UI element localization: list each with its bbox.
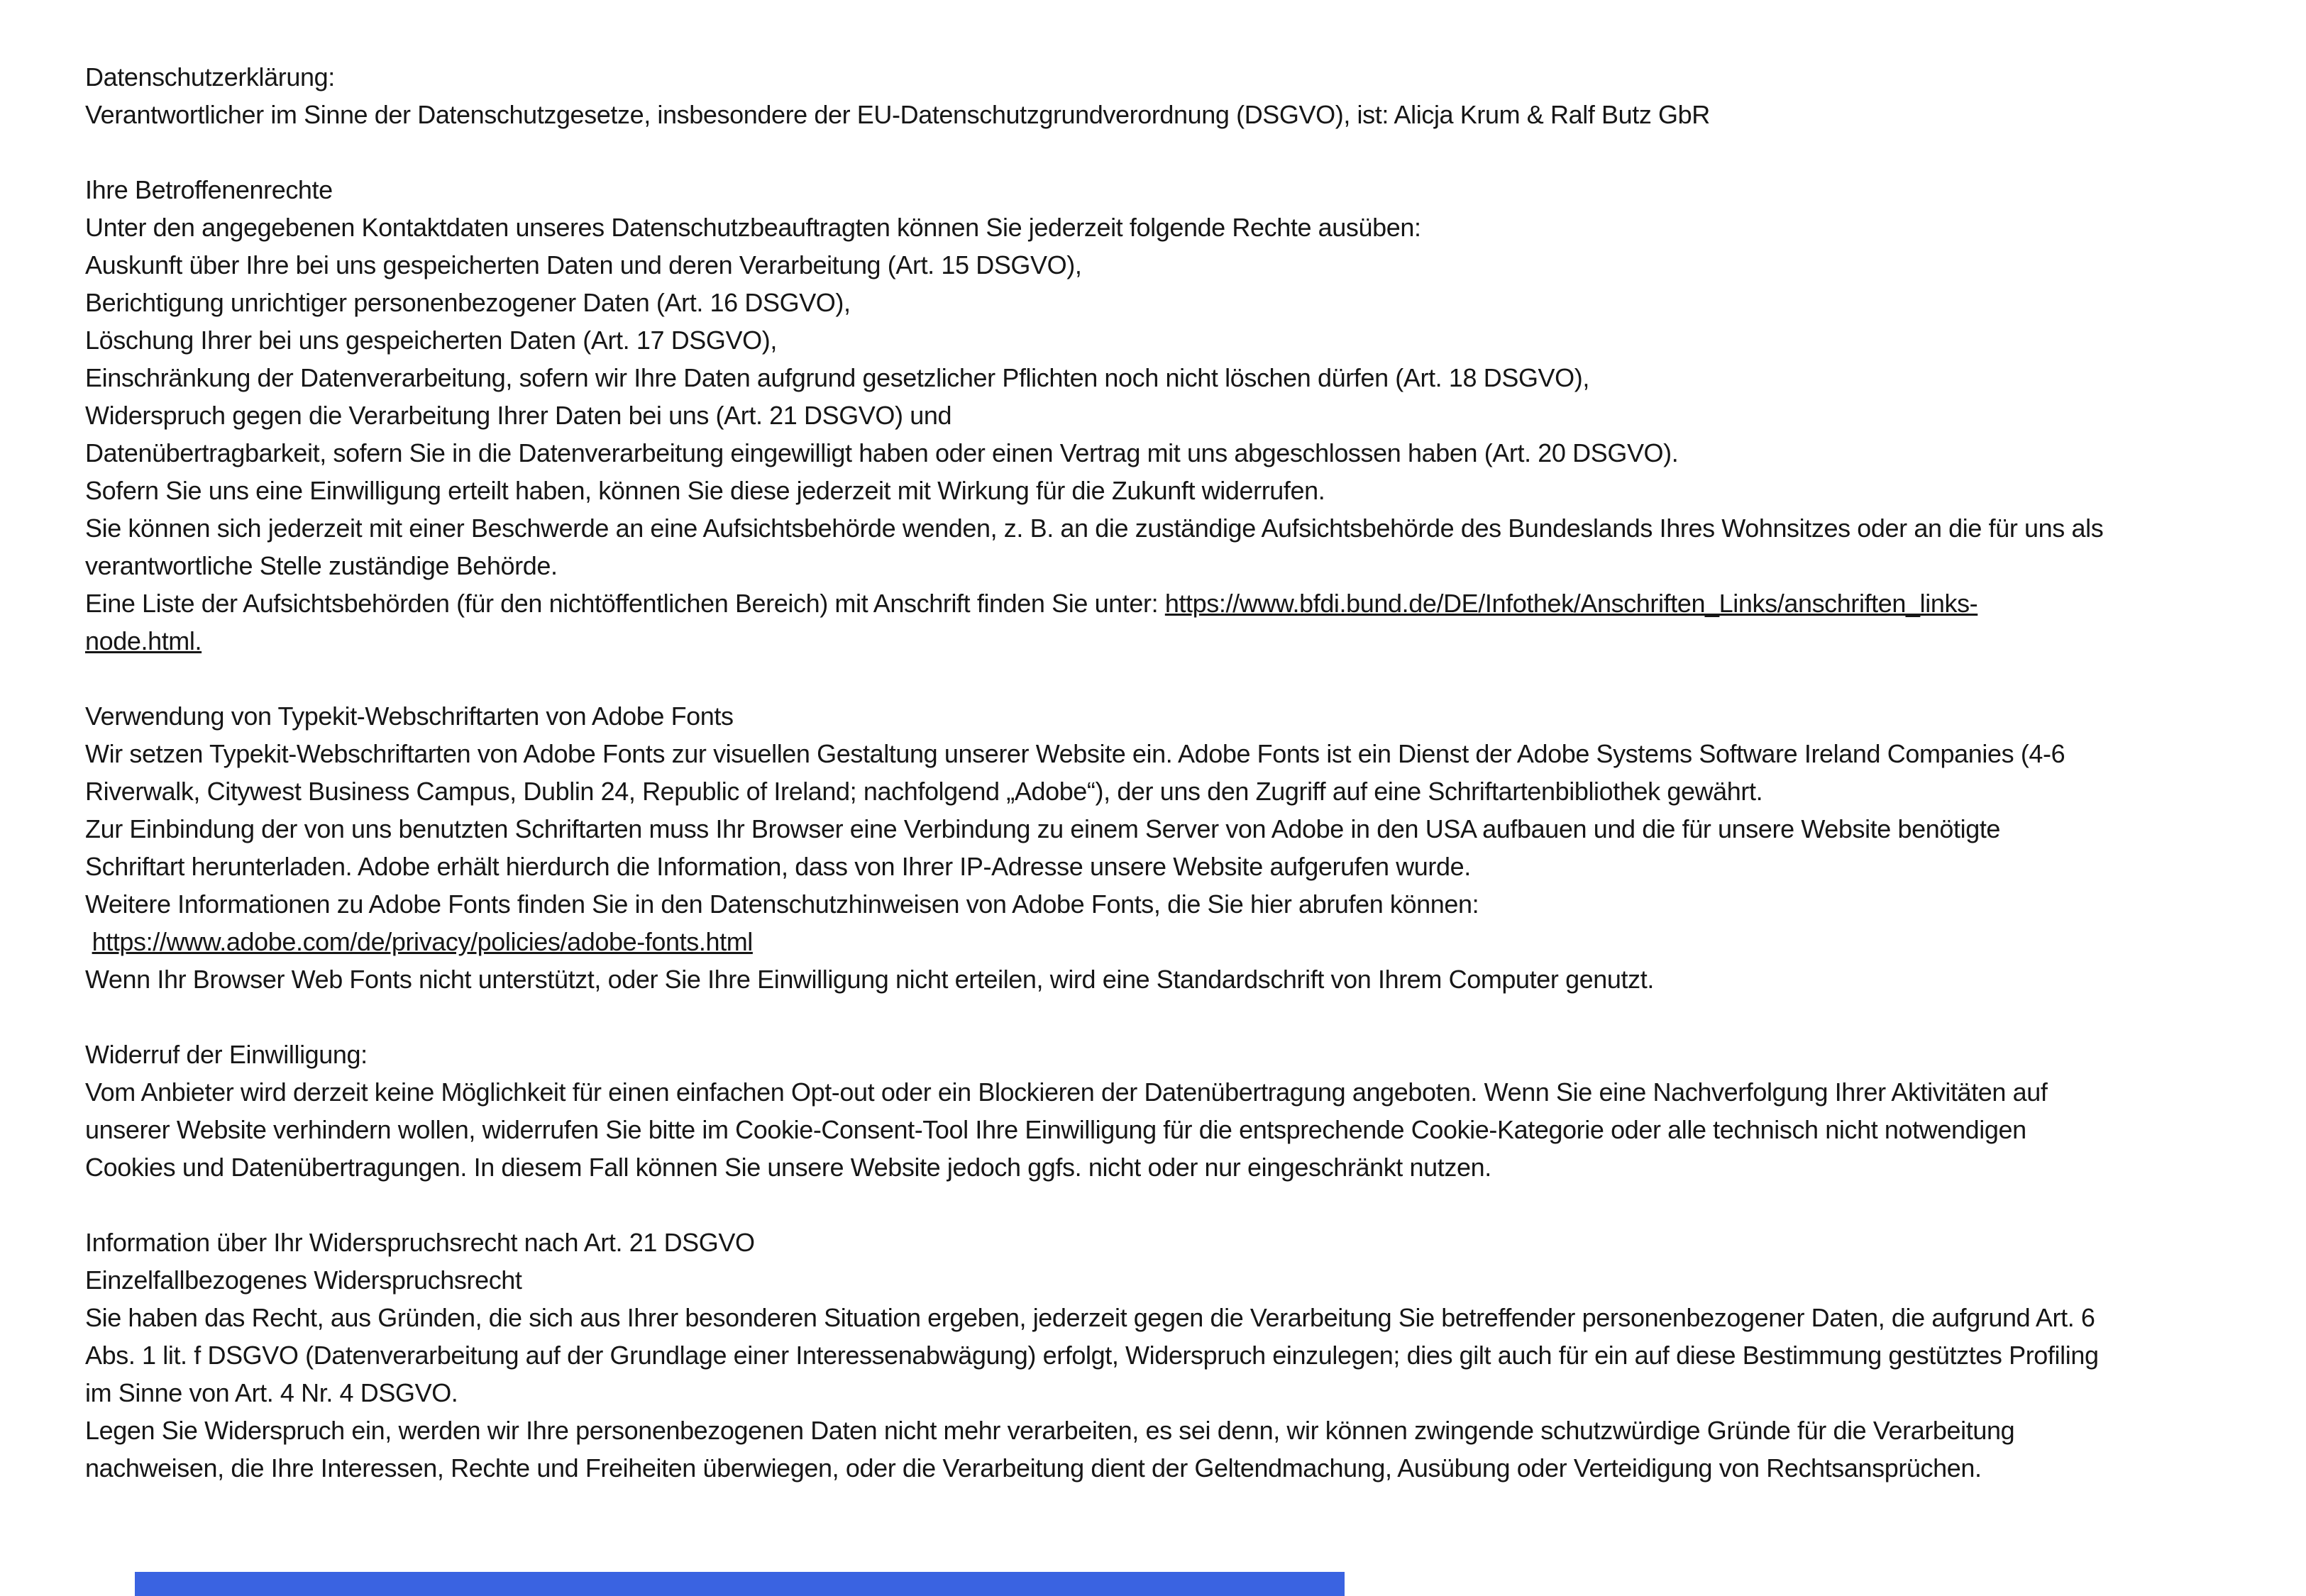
text-segment: Auskunft über Ihre bei uns gespeicherten Daten und deren Verarbeitung (Art. 15 DSGVO),: [85, 250, 1082, 279]
text-line: [85, 1111, 2263, 1148]
text-line: [85, 1073, 2263, 1111]
text-segment: Datenschutzerklärung:: [85, 62, 335, 92]
text-line: [85, 472, 2263, 509]
blank-line: [85, 133, 2263, 171]
text-line: [85, 960, 2263, 998]
text-segment: Einschränkung der Datenverarbeitung, sofern wir Ihre Daten aufgrund gesetzlicher Pflichten noch nicht löschen dürfen (Art. 18 DSGVO),: [85, 363, 1589, 392]
bfdi-link-line1[interactable]: https://www.bfdi.bund.de/DE/Infothek/Anschriften_Links/anschriften_links-: [1164, 589, 1978, 618]
text-line: [85, 246, 2263, 284]
subsection-heading-einzelfall: [85, 1261, 2263, 1299]
section-heading-widerruf: [85, 1036, 2263, 1073]
adobe-fonts-link[interactable]: https://www.adobe.com/de/privacy/policies/adobe-fonts.html: [92, 927, 753, 956]
text-segment: Wenn Ihr Browser Web Fonts nicht unterstützt, oder Sie Ihre Einwilligung nicht erteilen, wird eine Standardschrift von Ihrem Computer genutzt.: [85, 965, 1654, 994]
bottom-blue-bar[interactable]: [135, 1572, 1345, 1596]
text-segment: unserer Website verhindern wollen, widerrufen Sie bitte im Cookie-Consent-Tool Ihre Einwilligung für die entsprechende Cookie-Kategorie oder alle technisch nicht notwendigen: [85, 1115, 2026, 1144]
text-segment: Widerruf der Einwilligung:: [85, 1040, 368, 1069]
blank-line: [85, 660, 2263, 697]
text-line: [85, 321, 2263, 359]
text-segment: Eine Liste der Aufsichtsbehörden (für den nichtöffentlichen Bereich) mit Anschrift finden Sie unter:: [85, 589, 1165, 618]
bfdi-link-line2[interactable]: node.html.: [85, 626, 202, 655]
text-line: [85, 810, 2263, 848]
text-segment: [85, 927, 92, 956]
text-line: [85, 284, 2263, 321]
text-segment: Vom Anbieter wird derzeit keine Möglichkeit für einen einfachen Opt-out oder ein Blockieren der Datenübertragung angeboten. Wenn Sie eine Nachverfolgung Ihrer Aktivitäten auf: [85, 1077, 2048, 1107]
text-line: [85, 1449, 2263, 1487]
text-segment: Löschung Ihrer bei uns gespeicherten Daten (Art. 17 DSGVO),: [85, 326, 777, 355]
text-segment: Einzelfallbezogenes Widerspruchsrecht: [85, 1265, 522, 1295]
text-segment: Berichtigung unrichtiger personenbezogener Daten (Art. 16 DSGVO),: [85, 288, 851, 317]
section-heading-typekit: [85, 697, 2263, 735]
text-segment: Cookies und Datenübertragungen. In diesem Fall können Sie unsere Website jedoch ggfs. nicht oder nur eingeschränkt nutzen.: [85, 1153, 1491, 1182]
text-line: [85, 885, 2263, 923]
text-segment: Riverwalk, Citywest Business Campus, Dublin 24, Republic of Ireland; nachfolgend „Adobe“), der uns den Zugriff auf eine Schriftartenbibliothek gewährt.: [85, 777, 1763, 806]
text-line: [85, 434, 2263, 472]
text-line: [85, 584, 2263, 622]
text-line: [85, 1299, 2263, 1336]
text-line: [85, 209, 2263, 246]
text-segment: Verwendung von Typekit-Webschriftarten von Adobe Fonts: [85, 702, 734, 731]
text-segment: Schriftart herunterladen. Adobe erhält hierdurch die Information, dass von Ihrer IP-Adresse unsere Website aufgerufen wurde.: [85, 852, 1471, 881]
text-line: [85, 1412, 2263, 1449]
text-segment: Unter den angegebenen Kontaktdaten unseres Datenschutzbeauftragten können Sie jederzeit folgende Rechte ausüben:: [85, 213, 1421, 242]
text-segment: Weitere Informationen zu Adobe Fonts finden Sie in den Datenschutzhinweisen von Adobe Fonts, die Sie hier abrufen können:: [85, 890, 1479, 919]
text-line: [85, 1336, 2263, 1374]
section-heading-widerspruchsrecht: [85, 1224, 2263, 1261]
text-segment: Information über Ihr Widerspruchsrecht nach Art. 21 DSGVO: [85, 1228, 755, 1257]
blank-line: [85, 998, 2263, 1036]
text-line: [85, 359, 2263, 397]
text-line: [85, 397, 2263, 434]
blank-line: [85, 1186, 2263, 1224]
text-segment: Sofern Sie uns eine Einwilligung erteilt haben, können Sie diese jederzeit mit Wirkung für die Zukunft widerrufen.: [85, 476, 1325, 505]
text-line: [85, 735, 2263, 772]
text-line: [85, 509, 2263, 547]
text-segment: Datenübertragbarkeit, sofern Sie in die Datenverarbeitung eingewilligt haben oder einen Vertrag mit uns abgeschlossen haben (Art. 20 DSGVO).: [85, 438, 1679, 467]
section-heading-betroffenenrechte: [85, 171, 2263, 209]
text-line: [85, 1374, 2263, 1412]
text-segment: Abs. 1 lit. f DSGVO (Datenverarbeitung auf der Grundlage einer Interessenabwägung) erfolgt, Widerspruch einzulegen; dies gilt auch für ein auf diese Bestimmung gestütztes Profiling: [85, 1341, 2099, 1370]
text-segment: Zur Einbindung der von uns benutzten Schriftarten muss Ihr Browser eine Verbindung zu einem Server von Adobe in den USA aufbauen und die für unsere Website benötigte: [85, 814, 2001, 843]
text-line: [85, 923, 2263, 960]
text-segment: verantwortliche Stelle zuständige Behörde.: [85, 551, 558, 580]
doc-title: [85, 58, 2263, 96]
text-segment: Ihre Betroffenenrechte: [85, 175, 333, 204]
text-line: [85, 96, 2263, 133]
text-segment: nachweisen, die Ihre Interessen, Rechte und Freiheiten überwiegen, oder die Verarbeitung dient der Geltendmachung, Ausübung oder Verteidigung von Rechtsansprüchen.: [85, 1453, 1982, 1483]
text-segment: Legen Sie Widerspruch ein, werden wir Ihre personenbezogenen Daten nicht mehr verarbeiten, es sei denn, wir können zwingende schutzwürdige Gründe für die Verarbeitung: [85, 1416, 2015, 1445]
text-line: [85, 772, 2263, 810]
text-segment: Wir setzen Typekit-Webschriftarten von Adobe Fonts zur visuellen Gestaltung unserer Website ein. Adobe Fonts ist ein Dienst der Adobe Systems Software Ireland Companies (4-6: [85, 739, 2065, 768]
text-segment: Sie können sich jederzeit mit einer Beschwerde an eine Aufsichtsbehörde wenden, z. B. an die zuständige Aufsichtsbehörde des Bundeslands Ihres Wohnsitzes oder an die für uns als: [85, 514, 2104, 543]
text-line: [85, 547, 2263, 584]
text-segment: im Sinne von Art. 4 Nr. 4 DSGVO.: [85, 1378, 458, 1407]
text-line: [85, 1148, 2263, 1186]
text-segment: Sie haben das Recht, aus Gründen, die sich aus Ihrer besonderen Situation ergeben, jederzeit gegen die Verarbeitung Sie betreffender personenbezogener Daten, die aufgrund Art. 6: [85, 1303, 2095, 1332]
text-segment: Widerspruch gegen die Verarbeitung Ihrer Daten bei uns (Art. 21 DSGVO) und: [85, 401, 952, 430]
text-segment: Verantwortlicher im Sinne der Datenschutzgesetze, insbesondere der EU-Datenschutzgrundverordnung (DSGVO), ist: Alicja Krum & Ralf Butz GbR: [85, 100, 1710, 129]
text-line: [85, 848, 2263, 885]
document-body: [85, 58, 2263, 1487]
text-line: [85, 622, 2263, 660]
